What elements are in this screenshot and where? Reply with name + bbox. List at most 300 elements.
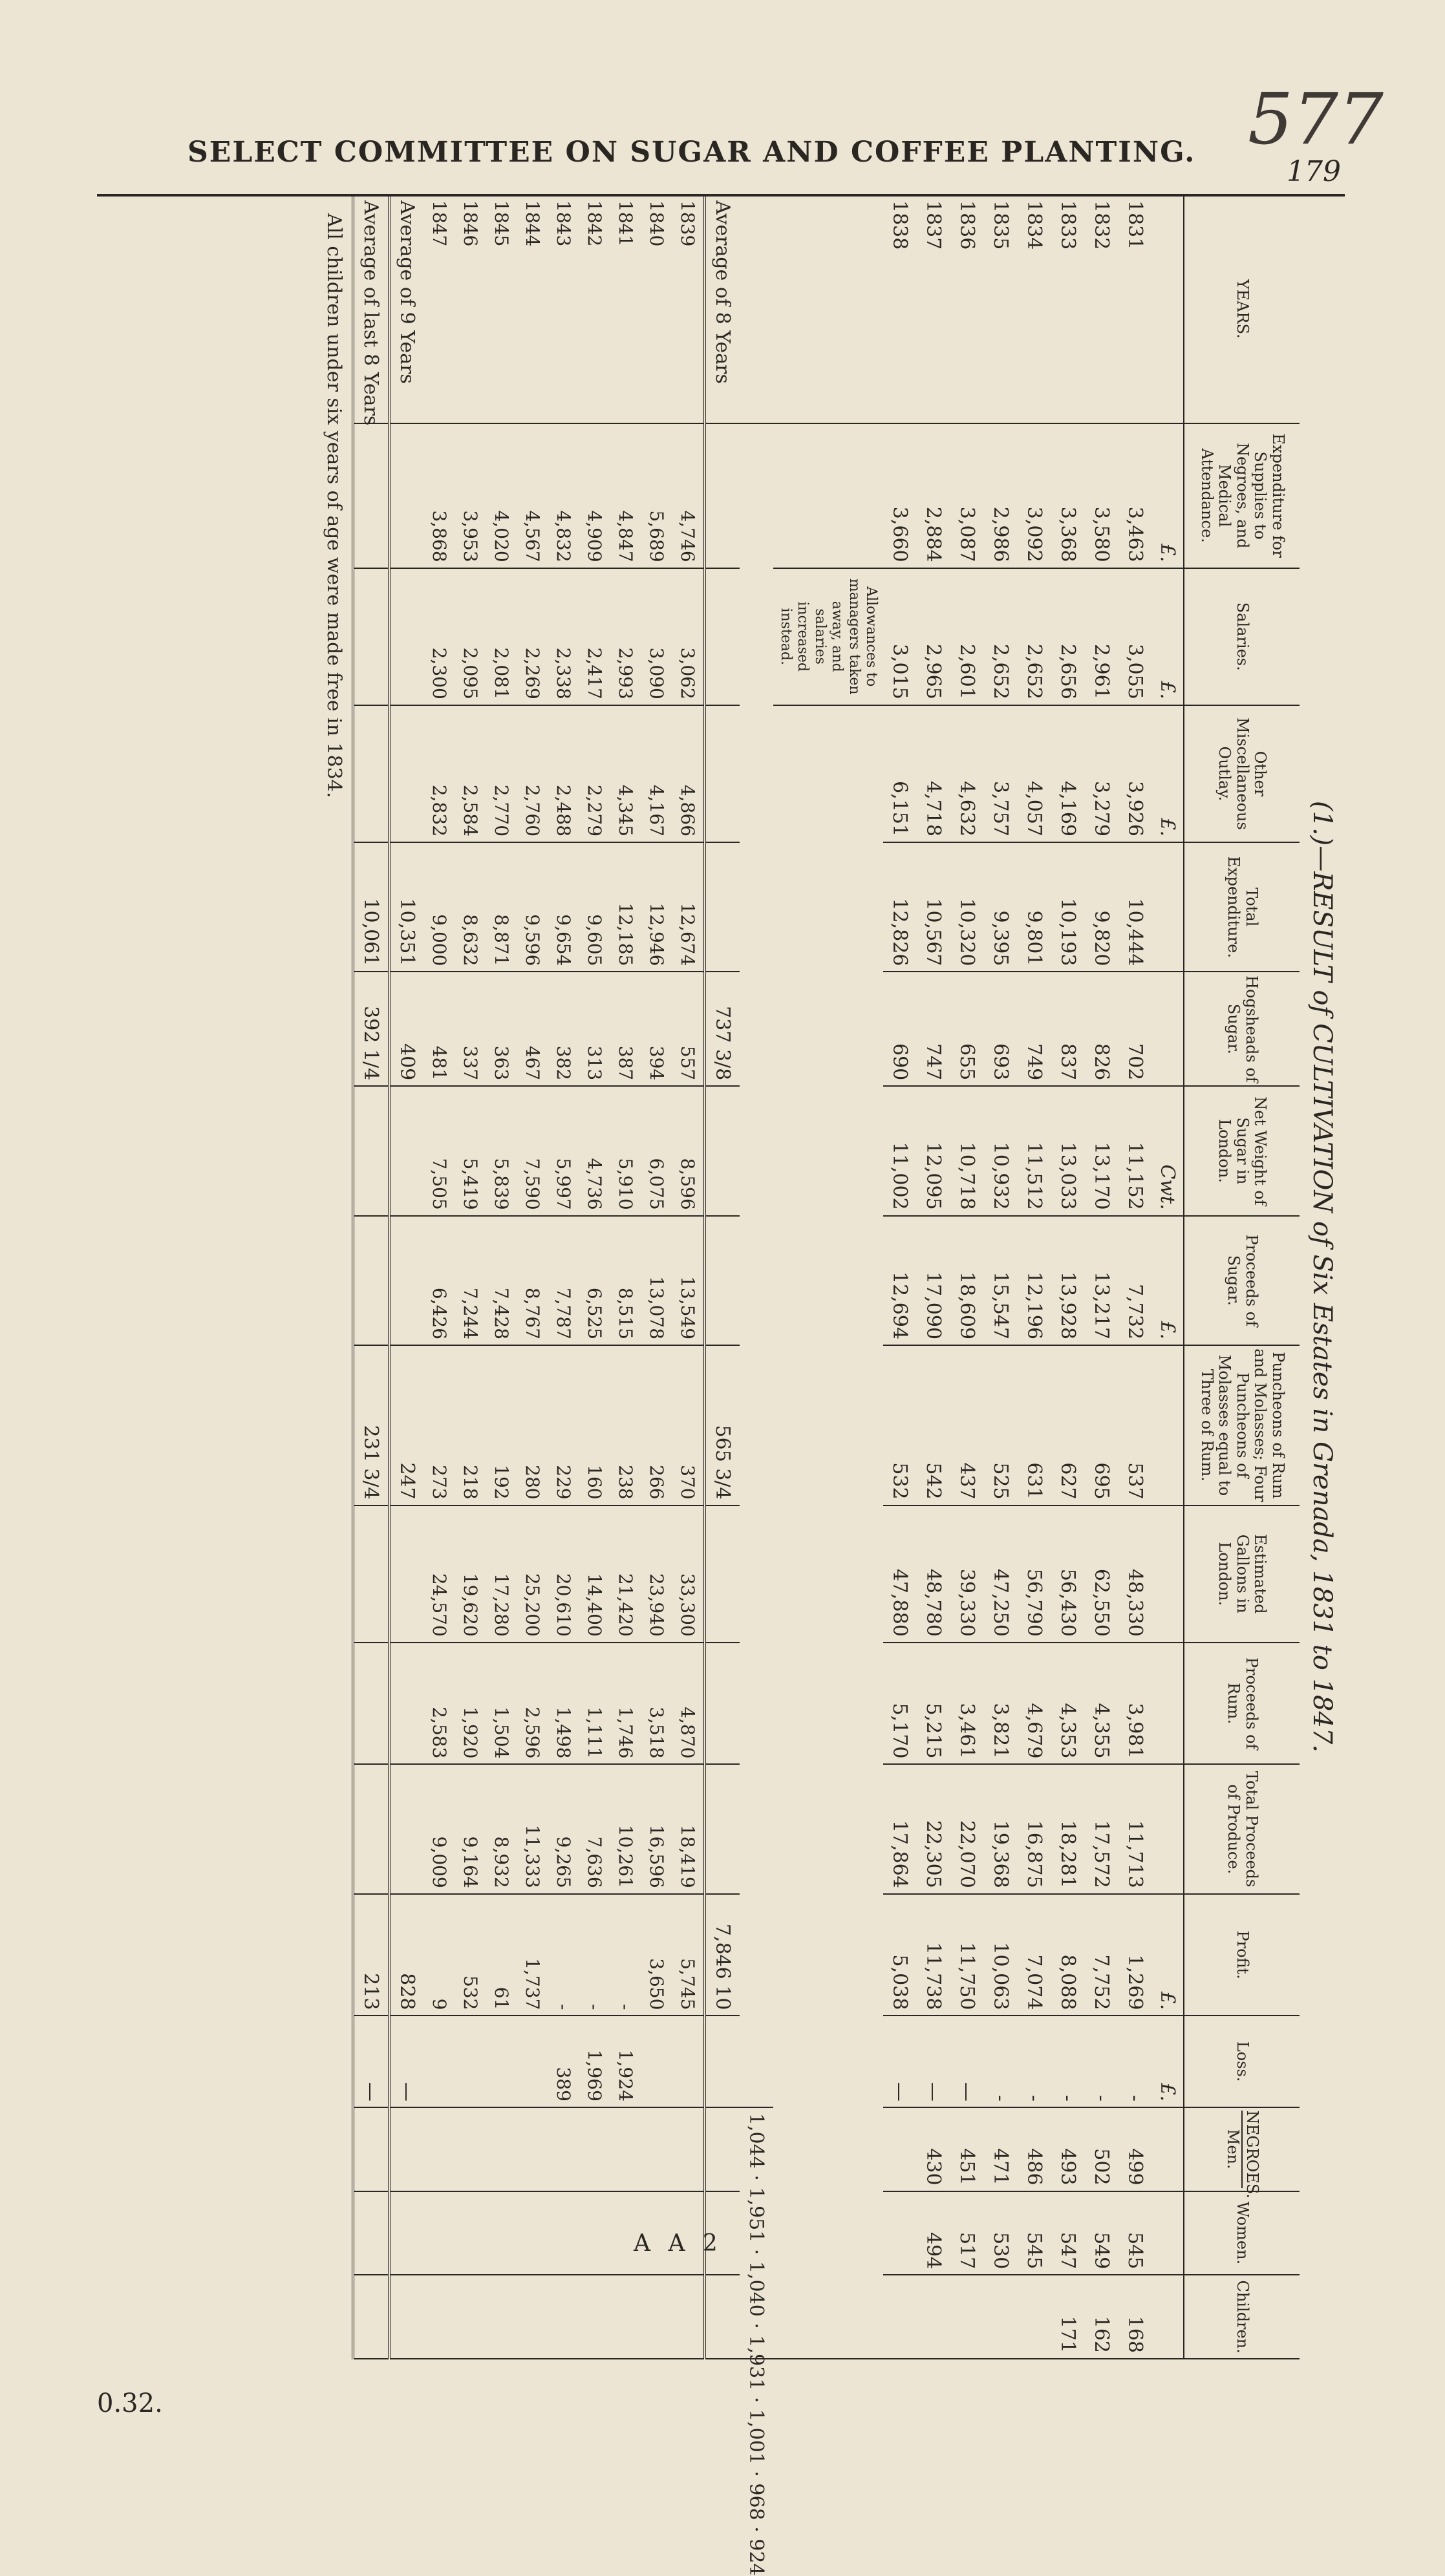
cell-year: 1845 [486, 195, 517, 423]
cell-gallons: 25,200 [517, 1506, 548, 1643]
cell-hogsheads: 826 [1085, 972, 1119, 1086]
cell-gallons: 23,940 [641, 1506, 672, 1643]
cell-profit: - [610, 1894, 641, 2016]
cell-weight: 4,736 [579, 1086, 610, 1215]
cell-total_proceeds: 9,009 [424, 1764, 455, 1893]
cell-hogsheads: 690 [883, 972, 917, 1086]
cell-puncheons: 537 [1119, 1345, 1152, 1506]
cell-total: 9,801 [1018, 842, 1051, 972]
table-row [424, 195, 455, 2359]
avg9-label: Average of 9 Years [389, 195, 424, 423]
cell-salaries: 2,417 [579, 568, 610, 705]
cell-empty [455, 2275, 486, 2359]
cell-total: 8,871 [486, 842, 517, 972]
cell-men: 493 [1051, 2107, 1085, 2191]
cell-empty [579, 2275, 610, 2359]
cell-puncheons: 192 [486, 1345, 517, 1506]
cell-profit: - [548, 1894, 579, 2016]
cell-loss: - [1018, 2016, 1051, 2107]
cell-puncheons: 695 [1085, 1345, 1119, 1506]
table-row [1018, 195, 1051, 2359]
cell-hogsheads: 337 [455, 972, 486, 1086]
cell-weight: 11,002 [883, 1086, 917, 1215]
cell-hogsheads: 655 [950, 972, 984, 1086]
col-men: NEGROES. Men. [1184, 2107, 1300, 2191]
cell-gallons: 48,330 [1119, 1506, 1152, 1643]
cell-empty [641, 2107, 672, 2191]
cell-year: 1846 [455, 195, 486, 423]
cell-year: 1839 [672, 195, 705, 423]
negro-totals: 1,044 · 1,951 · 1,040 · 1,931 · 1,001 · 968 · 924 [740, 2107, 773, 2359]
col-women: Women. [1184, 2191, 1300, 2275]
cell-profit: 7,752 [1085, 1894, 1119, 2016]
cell-children: 171 [1051, 2275, 1085, 2359]
cell-gallons: 48,780 [917, 1506, 950, 1643]
cell-misc: 4,057 [1018, 705, 1051, 842]
cell-gallons: 17,280 [486, 1506, 517, 1643]
cell-proceeds_sugar: 15,547 [984, 1216, 1018, 1345]
cell-misc: 6,151 [883, 705, 917, 842]
cell-men [883, 2107, 917, 2191]
cell-children: 168 [1119, 2275, 1152, 2359]
cell-loss [486, 2016, 517, 2107]
cell-salaries: 2,965 [917, 568, 950, 705]
table-row [548, 195, 579, 2359]
cell-total: 9,395 [984, 842, 1018, 972]
col-salaries: Salaries. [1184, 568, 1300, 705]
cell-salaries: 2,961 [1085, 568, 1119, 705]
cell-hogsheads: 749 [1018, 972, 1051, 1086]
cell-total: 10,193 [1051, 842, 1085, 972]
cell-children [917, 2275, 950, 2359]
cultivation-table [352, 194, 1300, 2576]
cell-proceeds_rum: 1,111 [579, 1643, 610, 1765]
cell-hogsheads: 382 [548, 972, 579, 1086]
cell-weight: 5,839 [486, 1086, 517, 1215]
cell-year: 1833 [1051, 195, 1085, 423]
cell-profit: 532 [455, 1894, 486, 2016]
cell-loss [672, 2016, 705, 2107]
cell-supplies: 3,868 [424, 423, 455, 568]
later-rows [424, 195, 705, 2359]
cell-proceeds_sugar: 12,694 [883, 1216, 917, 1345]
cell-misc: 4,866 [672, 705, 705, 842]
cell-year: 1844 [517, 195, 548, 423]
cell-total: 12,826 [883, 842, 917, 972]
signature-mark: A A 2 [634, 2230, 723, 2257]
cell-proceeds_rum: 3,981 [1119, 1643, 1152, 1765]
cell-salaries: 2,601 [950, 568, 984, 705]
table-row [641, 195, 672, 2359]
cell-hogsheads: 363 [486, 972, 517, 1086]
avg8-row [705, 195, 740, 2359]
cell-gallons: 19,620 [455, 1506, 486, 1643]
cell-year: 1831 [1119, 195, 1152, 423]
cell-empty [517, 2275, 548, 2359]
cell-hogsheads: 557 [672, 972, 705, 1086]
table-row [1051, 195, 1085, 2359]
handwritten-page-number: 577 [1248, 78, 1384, 160]
avglast8-loss: — [353, 2016, 389, 2107]
cell-total_proceeds: 9,265 [548, 1764, 579, 1893]
table-row [1119, 195, 1152, 2359]
cell-supplies: 2,986 [984, 423, 1018, 568]
cell-supplies: 3,087 [950, 423, 984, 568]
cell-misc: 2,279 [579, 705, 610, 842]
cell-hogsheads: 313 [579, 972, 610, 1086]
cell-proceeds_sugar: 17,090 [917, 1216, 950, 1345]
cell-misc: 4,718 [917, 705, 950, 842]
avg8-label: Average of 8 Years [705, 195, 740, 423]
cell-total_proceeds: 16,875 [1018, 1764, 1051, 1893]
page-number: 179 [1287, 155, 1341, 188]
cell-weight: 10,932 [984, 1086, 1018, 1215]
cell-children [984, 2275, 1018, 2359]
cell-loss: 389 [548, 2016, 579, 2107]
cell-proceeds_rum: 4,679 [1018, 1643, 1051, 1765]
cell-empty [641, 2275, 672, 2359]
cell-proceeds_sugar: 12,196 [1018, 1216, 1051, 1345]
cell-weight: 10,718 [950, 1086, 984, 1215]
children-note: All children under six years of age were made free in 1834. [322, 213, 345, 798]
cell-proceeds_sugar: 7,732 [1119, 1216, 1152, 1345]
cell-proceeds_rum: 4,870 [672, 1643, 705, 1765]
cell-misc: 4,169 [1051, 705, 1085, 842]
cell-profit: - [579, 1894, 610, 2016]
cell-empty [548, 2191, 579, 2275]
cell-salaries: 3,062 [672, 568, 705, 705]
cell-women: 530 [984, 2191, 1018, 2275]
cell-misc: 2,832 [424, 705, 455, 842]
cell-children [883, 2275, 917, 2359]
cell-proceeds_rum: 2,596 [517, 1643, 548, 1765]
cell-total: 8,632 [455, 842, 486, 972]
cell-total_proceeds: 22,070 [950, 1764, 984, 1893]
cell-empty [486, 2275, 517, 2359]
cell-weight: 6,075 [641, 1086, 672, 1215]
cell-profit: 1,269 [1119, 1894, 1152, 2016]
header-row [1184, 195, 1300, 2359]
cell-profit: 11,738 [917, 1894, 950, 2016]
cell-gallons: 47,880 [883, 1506, 917, 1643]
table-row [984, 195, 1018, 2359]
cell-empty [579, 2191, 610, 2275]
avg8-profit: 7,846 10 [705, 1894, 740, 2016]
cell-supplies: 3,580 [1085, 423, 1119, 568]
cell-puncheons: 273 [424, 1345, 455, 1506]
cell-supplies: 3,368 [1051, 423, 1085, 568]
cell-puncheons: 542 [917, 1345, 950, 1506]
avglast8-hogsheads: 392 1/4 [353, 972, 389, 1086]
cell-hogsheads: 394 [641, 972, 672, 1086]
cell-loss: - [1085, 2016, 1119, 2107]
cell-empty [672, 2275, 705, 2359]
cell-puncheons: 266 [641, 1345, 672, 1506]
col-puncheons: Puncheons of Rum and Molasses; Four Puncheons of Molasses equal to Three of Rum. [1184, 1345, 1300, 1506]
col-hogsheads: Hogsheads of Sugar. [1184, 972, 1300, 1086]
cell-gallons: 56,430 [1051, 1506, 1085, 1643]
cell-profit: 9 [424, 1894, 455, 2016]
cell-proceeds_rum: 3,821 [984, 1643, 1018, 1765]
cell-hogsheads: 467 [517, 972, 548, 1086]
cell-supplies: 3,463 [1119, 423, 1152, 568]
cell-supplies: 3,953 [455, 423, 486, 568]
col-total: Total Expenditure. [1184, 842, 1300, 972]
cell-salaries: 3,090 [641, 568, 672, 705]
cell-profit: 3,650 [641, 1894, 672, 2016]
cell-proceeds_rum: 4,353 [1051, 1643, 1085, 1765]
cell-proceeds_rum: 1,920 [455, 1643, 486, 1765]
cell-proceeds_sugar: 13,078 [641, 1216, 672, 1345]
cell-women [883, 2191, 917, 2275]
avg9-profit: 828 [389, 1894, 424, 2016]
cell-total_proceeds: 11,713 [1119, 1764, 1152, 1893]
cell-supplies: 4,832 [548, 423, 579, 568]
col-profit: Profit. [1184, 1894, 1300, 2016]
cell-year: 1840 [641, 195, 672, 423]
cell-puncheons: 160 [579, 1345, 610, 1506]
cell-year: 1838 [883, 195, 917, 423]
cell-gallons: 62,550 [1085, 1506, 1119, 1643]
cell-proceeds_sugar: 7,244 [455, 1216, 486, 1345]
cell-misc: 4,167 [641, 705, 672, 842]
cell-puncheons: 218 [455, 1345, 486, 1506]
cell-total: 12,946 [641, 842, 672, 972]
cell-hogsheads: 747 [917, 972, 950, 1086]
avglast8-puncheons: 231 3/4 [353, 1345, 389, 1506]
cell-proceeds_rum: 3,518 [641, 1643, 672, 1765]
salaries-note: Allowances to managers taken away, and salaries increased instead. [773, 568, 883, 705]
cell-total_proceeds: 16,596 [641, 1764, 672, 1893]
table-row [579, 195, 610, 2359]
cell-proceeds_sugar: 13,217 [1085, 1216, 1119, 1345]
page-header: SELECT COMMITTEE ON SUGAR AND COFFEE PLANTING. [187, 136, 1196, 169]
avglast8-label: Average of last 8 Years [353, 195, 389, 423]
col-proceeds-rum: Proceeds of Rum. [1184, 1643, 1300, 1765]
cell-salaries: 2,652 [1018, 568, 1051, 705]
cell-proceeds_sugar: 6,525 [579, 1216, 610, 1345]
table-row [517, 195, 548, 2359]
cell-men: 499 [1119, 2107, 1152, 2191]
cell-gallons: 14,400 [579, 1506, 610, 1643]
cell-supplies: 3,092 [1018, 423, 1051, 568]
cell-weight: 7,505 [424, 1086, 455, 1215]
cell-year: 1847 [424, 195, 455, 423]
cell-salaries: 2,269 [517, 568, 548, 705]
cell-total_proceeds: 22,305 [917, 1764, 950, 1893]
col-weight: Net Weight of Sugar in London. [1184, 1086, 1300, 1215]
cell-loss: 1,969 [579, 2016, 610, 2107]
avg9-puncheons: 247 [389, 1345, 424, 1506]
cell-proceeds_sugar: 8,515 [610, 1216, 641, 1345]
cell-gallons: 24,570 [424, 1506, 455, 1643]
avglast8-total: 10,061 [353, 842, 389, 972]
cell-total_proceeds: 10,261 [610, 1764, 641, 1893]
cell-total_proceeds: 19,368 [984, 1764, 1018, 1893]
cell-total: 9,605 [579, 842, 610, 972]
cell-salaries: 2,338 [548, 568, 579, 705]
table-caption: (1.)—RESULT of CULTIVATION of Six Estates in Grenada, 1831 to 1847. [1307, 800, 1337, 1753]
cell-hogsheads: 693 [984, 972, 1018, 1086]
col-misc: Other Miscellaneous Outlay. [1184, 705, 1300, 842]
averages [353, 195, 424, 2359]
cell-proceeds_sugar: 13,928 [1051, 1216, 1085, 1345]
cell-women: 549 [1085, 2191, 1119, 2275]
cell-salaries: 2,095 [455, 568, 486, 705]
cell-proceeds_rum: 1,504 [486, 1643, 517, 1765]
cell-men: 486 [1018, 2107, 1051, 2191]
cell-year: 1832 [1085, 195, 1119, 423]
cell-proceeds_sugar: 18,609 [950, 1216, 984, 1345]
cell-women: 494 [917, 2191, 950, 2275]
cell-empty [548, 2275, 579, 2359]
cell-women: 545 [1119, 2191, 1152, 2275]
cell-loss: - [984, 2016, 1018, 2107]
table-row [486, 195, 517, 2359]
cell-misc: 3,926 [1119, 705, 1152, 842]
avg9-loss: — [389, 2016, 424, 2107]
cell-total: 12,185 [610, 842, 641, 972]
cell-proceeds_sugar: 7,787 [548, 1216, 579, 1345]
cell-supplies: 4,746 [672, 423, 705, 568]
early-rows [883, 195, 1152, 2359]
cell-supplies: 3,660 [883, 423, 917, 568]
cell-weight: 5,419 [455, 1086, 486, 1215]
cell-total_proceeds: 17,572 [1085, 1764, 1119, 1893]
table-row [455, 195, 486, 2359]
cell-empty [424, 2191, 455, 2275]
cell-puncheons: 437 [950, 1345, 984, 1506]
cell-proceeds_rum: 3,461 [950, 1643, 984, 1765]
cell-loss [641, 2016, 672, 2107]
cell-loss: - [1051, 2016, 1085, 2107]
cell-total_proceeds: 17,864 [883, 1764, 917, 1893]
cell-hogsheads: 387 [610, 972, 641, 1086]
cell-puncheons: 370 [672, 1345, 705, 1506]
negro-totals-label [740, 195, 773, 423]
cell-total: 12,674 [672, 842, 705, 972]
table-row [883, 195, 917, 2359]
cell-gallons: 21,420 [610, 1506, 641, 1643]
cell-misc: 4,345 [610, 705, 641, 842]
cell-empty [610, 2275, 641, 2359]
cell-salaries: 2,656 [1051, 568, 1085, 705]
cell-loss: — [917, 2016, 950, 2107]
cell-weight: 13,170 [1085, 1086, 1119, 1215]
col-gallons: Estimated Gallons in London. [1184, 1506, 1300, 1643]
cell-weight: 5,910 [610, 1086, 641, 1215]
cell-gallons: 33,300 [672, 1506, 705, 1643]
cell-empty [424, 2275, 455, 2359]
cell-empty [455, 2107, 486, 2191]
cell-total_proceeds: 18,419 [672, 1764, 705, 1893]
cell-gallons: 56,790 [1018, 1506, 1051, 1643]
cell-proceeds_rum: 5,215 [917, 1643, 950, 1765]
cell-puncheons: 525 [984, 1345, 1018, 1506]
cell-profit: 5,745 [672, 1894, 705, 2016]
cell-hogsheads: 481 [424, 972, 455, 1086]
cell-supplies: 4,567 [517, 423, 548, 568]
cell-profit: 10,063 [984, 1894, 1018, 2016]
col-loss: Loss. [1184, 2016, 1300, 2107]
cell-children: 162 [1085, 2275, 1119, 2359]
cell-gallons: 20,610 [548, 1506, 579, 1643]
table-row [917, 195, 950, 2359]
avg9-hogsheads: 409 [389, 972, 424, 1086]
cell-salaries: 2,081 [486, 568, 517, 705]
col-total-proceeds: Total Proceeds of Produce. [1184, 1764, 1300, 1893]
cell-men: 502 [1085, 2107, 1119, 2191]
cell-profit: 11,750 [950, 1894, 984, 2016]
cell-total: 10,444 [1119, 842, 1152, 972]
cell-misc: 3,757 [984, 705, 1018, 842]
cell-year: 1834 [1018, 195, 1051, 423]
cell-salaries: 2,993 [610, 568, 641, 705]
cell-year: 1842 [579, 195, 610, 423]
cell-women: 545 [1018, 2191, 1051, 2275]
cell-misc: 2,770 [486, 705, 517, 842]
cell-empty [610, 2107, 641, 2191]
cell-women: 517 [950, 2191, 984, 2275]
cell-year: 1835 [984, 195, 1018, 423]
cell-loss [517, 2016, 548, 2107]
cell-puncheons: 627 [1051, 1345, 1085, 1506]
cell-men: 451 [950, 2107, 984, 2191]
cell-puncheons: 229 [548, 1345, 579, 1506]
cell-proceeds_sugar: 13,549 [672, 1216, 705, 1345]
cell-loss: 1,924 [610, 2016, 641, 2107]
cell-proceeds_rum: 1,746 [610, 1643, 641, 1765]
cell-misc: 3,279 [1085, 705, 1119, 842]
cell-proceeds_rum: 2,583 [424, 1643, 455, 1765]
units-row: £. £. £. Cwt. £. £. £. [1152, 195, 1184, 2359]
avg8-hogsheads: 737 3/8 [705, 972, 740, 1086]
cell-empty [579, 2107, 610, 2191]
cell-hogsheads: 702 [1119, 972, 1152, 1086]
rotated-table-block [97, 194, 1345, 2576]
cell-supplies: 4,847 [610, 423, 641, 568]
cell-men: 430 [917, 2107, 950, 2191]
cell-salaries: 2,652 [984, 568, 1018, 705]
cell-total: 9,596 [517, 842, 548, 972]
cell-supplies: 2,884 [917, 423, 950, 568]
cell-weight: 8,596 [672, 1086, 705, 1215]
cell-weight: 12,095 [917, 1086, 950, 1215]
cell-supplies: 4,909 [579, 423, 610, 568]
cell-empty [517, 2191, 548, 2275]
cell-misc: 4,632 [950, 705, 984, 842]
cell-loss: — [950, 2016, 984, 2107]
col-children: Children. [1184, 2275, 1300, 2359]
cell-gallons: 47,250 [984, 1506, 1018, 1643]
col-years: YEARS. [1184, 195, 1300, 423]
table-row [672, 195, 705, 2359]
cell-proceeds_rum: 4,355 [1085, 1643, 1119, 1765]
salaries-note-row [740, 195, 883, 2576]
cell-total: 10,320 [950, 842, 984, 972]
cell-loss [424, 2016, 455, 2107]
cell-total_proceeds: 11,333 [517, 1764, 548, 1893]
cell-profit: 5,038 [883, 1894, 917, 2016]
cell-total_proceeds: 8,932 [486, 1764, 517, 1893]
cell-total_proceeds: 18,281 [1051, 1764, 1085, 1893]
cell-total: 10,567 [917, 842, 950, 972]
cell-puncheons: 238 [610, 1345, 641, 1506]
col-supplies: Expenditure for Supplies to Negroes, and Medical Attendance. [1184, 423, 1300, 568]
cell-empty [672, 2107, 705, 2191]
cell-weight: 5,997 [548, 1086, 579, 1215]
cell-profit: 1,737 [517, 1894, 548, 2016]
